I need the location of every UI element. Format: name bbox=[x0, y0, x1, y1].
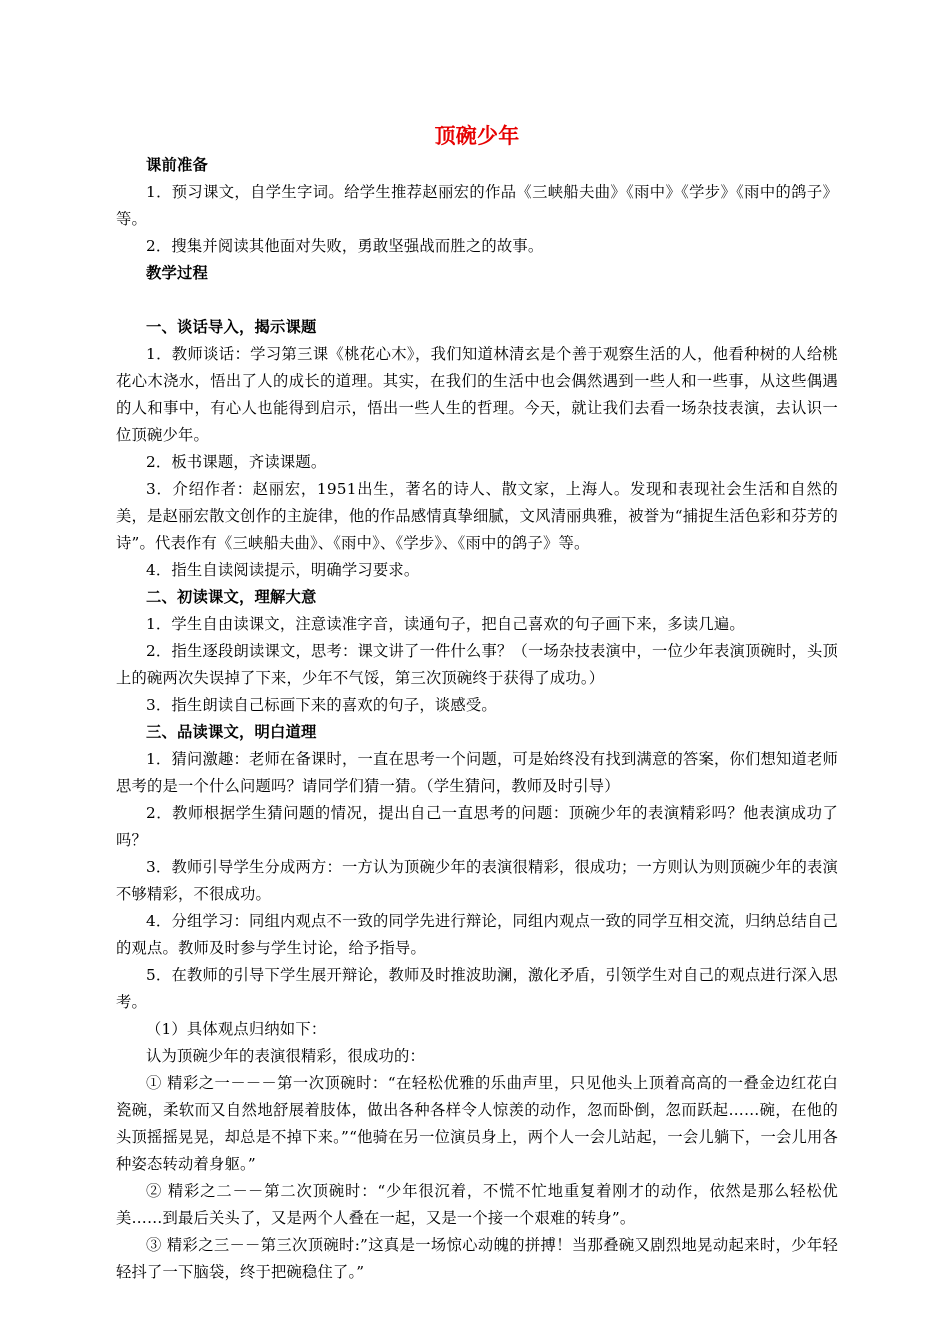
paragraph: ② 精彩之二－－第二次顶碗时：“少年很沉着，不慌不忙地重复着刚才的动作，依然是那么轻松优美……到最后关头了，又是两个人叠在一起，又是一个接一个艰难的转身”。 bbox=[116, 1182, 838, 1227]
paragraph: 2．板书课题，齐读课题。 bbox=[146, 453, 327, 471]
paragraph: 1．学生自由读课文，注意读准字音，读通句子，把自己喜欢的句子画下来，多读几遍。 bbox=[146, 615, 745, 633]
paragraph: ① 精彩之一－－－第一次顶碗时：“在轻松优雅的乐曲声里，只见他头上顶着高高的一叠金边红花白瓷碗，柔软而又自然地舒展着肢体，做出各种各样令人惊羡的动作，忽而卧倒，忽而跃起……碗，在他的头顶摇摇晃晃，却总是不掉下来。”“他骑在另一位演员身上，两个人一会儿站起，一会儿躺下，一会儿用各种姿态转动着身躯。” bbox=[116, 1074, 838, 1173]
paragraph: 2．指生逐段朗读课文，思考：课文讲了一件什么事？（一场杂技表演中，一位少年表演顶碗时，头顶上的碗两次失误掉了下来，少年不气馁，第三次顶碗终于获得了成功。） bbox=[116, 642, 838, 687]
prep-item: 1．预习课文，自学生字词。给学生推荐赵丽宏的作品《三峡船夫曲》《雨中》《学步》《雨中的鸽子》等。 bbox=[116, 183, 838, 228]
part3-heading: 三、品读课文，明白道理 bbox=[146, 723, 317, 741]
document-title: 顶碗少年 bbox=[434, 124, 520, 148]
paragraph: 4．指生自读阅读提示，明确学习要求。 bbox=[146, 561, 420, 579]
paragraph: 3．指生朗读自己标画下来的喜欢的句子，谈感受。 bbox=[146, 696, 497, 714]
paragraph: 认为顶碗少年的表演很精彩，很成功的： bbox=[146, 1047, 425, 1065]
section-heading-process: 教学过程 bbox=[146, 264, 208, 282]
part1-heading: 一、谈话导入，揭示课题 bbox=[146, 318, 317, 336]
paragraph: 4．分组学习：同组内观点不一致的同学先进行辩论，同组内观点一致的同学互相交流，归纳总结自己的观点。教师及时参与学生讨论，给予指导。 bbox=[116, 912, 838, 957]
paragraph: 1．猜问激趣：老师在备课时，一直在思考一个问题，可是始终没有找到满意的答案，你们想知道老师思考的是一个什么问题吗？请同学们猜一猜。（学生猜问，教师及时引导） bbox=[116, 750, 838, 795]
spacer bbox=[116, 287, 838, 314]
part2-heading: 二、初读课文，理解大意 bbox=[146, 588, 317, 606]
prep-item: 2．搜集并阅读其他面对失败，勇敢坚强战而胜之的故事。 bbox=[146, 237, 544, 255]
paragraph: 5．在教师的引导下学生展开辩论，教师及时推波助澜，激化矛盾，引领学生对自己的观点进行深入思考。 bbox=[116, 966, 838, 1011]
paragraph: ③ 精彩之三－－第三次顶碗时:”这真是一场惊心动魄的拼搏！当那叠碗又剧烈地晃动起来时，少年轻轻抖了一下脑袋，终于把碗稳住了。” bbox=[116, 1236, 838, 1281]
paragraph: 3．介绍作者：赵丽宏，1951出生，著名的诗人、散文家，上海人。发现和表现社会生活和自然的美，是赵丽宏散文创作的主旋律，他的作品感情真挚细腻，文风清丽典雅，被誉为“捕捉生活色彩和芬芳的诗”。代表作有《三峡船夫曲》、《雨中》、《学步》、《雨中的鸽子》等。 bbox=[116, 480, 838, 552]
paragraph: 2．教师根据学生猜问题的情况，提出自己一直思考的问题：顶碗少年的表演精彩吗？他表演成功了吗？ bbox=[116, 804, 838, 849]
document-page bbox=[116, 118, 838, 1286]
paragraph: 3．教师引导学生分成两方：一方认为顶碗少年的表演很精彩，很成功；一方则认为则顶碗少年的表演不够精彩，不很成功。 bbox=[116, 858, 838, 903]
paragraph: （1）具体观点归纳如下： bbox=[146, 1020, 327, 1038]
paragraph: 1．教师谈话：学习第三课《桃花心木》，我们知道林清玄是个善于观察生活的人，他看种树的人给桃花心木浇水，悟出了人的成长的道理。其实，在我们的生活中也会偶然遇到一些人和一些事，从这些偶遇的人和事中，有心人也能得到启示，悟出一些人生的哲理。今天，就让我们去看一场杂技表演，去认识一位顶碗少年。 bbox=[116, 345, 838, 444]
section-heading-prep: 课前准备 bbox=[146, 156, 208, 174]
